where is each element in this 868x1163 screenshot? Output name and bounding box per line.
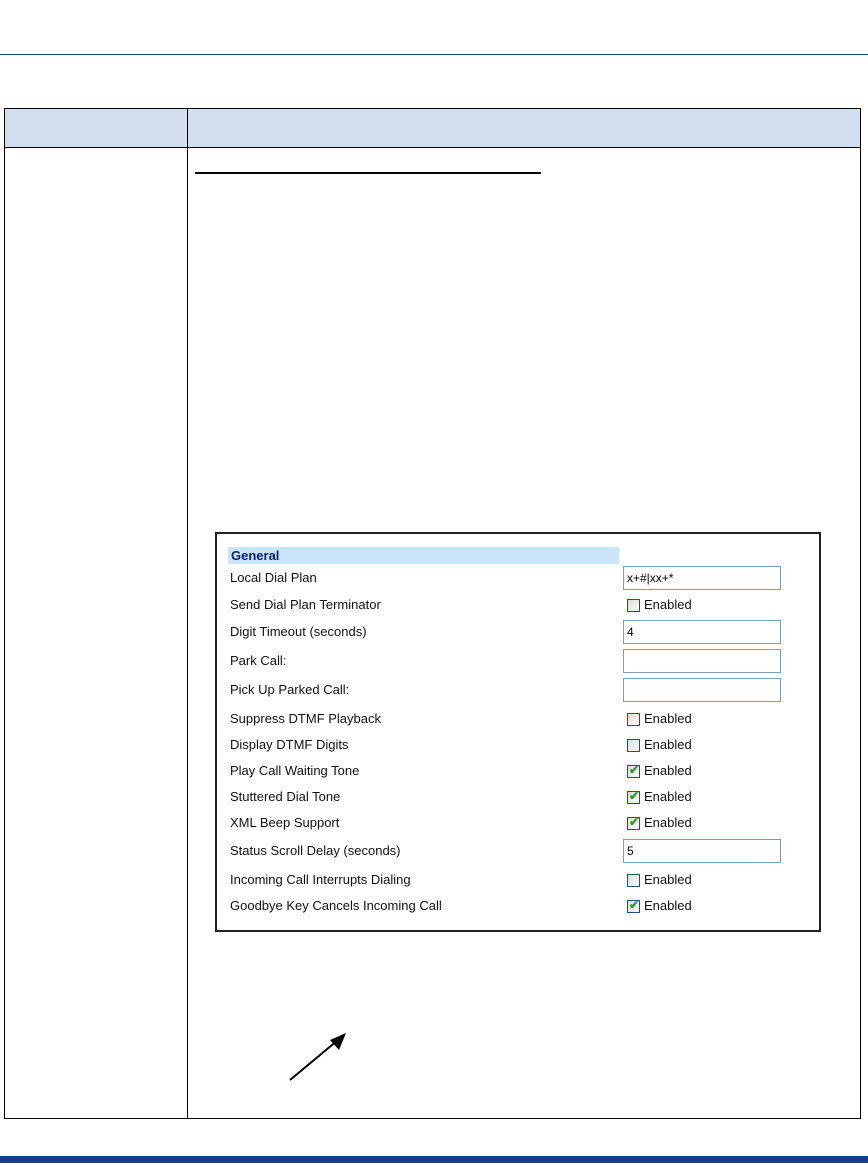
checkbox-label: Enabled <box>644 711 692 726</box>
setting-text-input[interactable] <box>623 839 781 863</box>
page-header-rule <box>0 54 868 55</box>
setting-label: Incoming Call Interrupts Dialing <box>230 872 411 887</box>
setting-row <box>217 733 819 757</box>
checkbox-label: Enabled <box>644 789 692 804</box>
enabled-checkbox[interactable] <box>627 897 640 913</box>
enabled-checkbox[interactable] <box>627 788 640 804</box>
setting-label: Pick Up Parked Call: <box>230 682 350 697</box>
enabled-checkbox[interactable] <box>627 713 640 726</box>
annotation-arrow-icon <box>280 1020 360 1090</box>
checkmark-icon: ✔ <box>629 897 640 912</box>
checkbox-label: Enabled <box>644 872 692 887</box>
enabled-checkbox[interactable] <box>627 762 640 778</box>
heading-underline <box>195 172 541 174</box>
setting-row <box>217 707 819 731</box>
setting-row <box>217 649 819 673</box>
setting-row <box>217 593 819 617</box>
setting-enabled-toggle[interactable] <box>627 763 692 779</box>
setting-row <box>217 894 819 918</box>
checkbox-label: Enabled <box>644 763 692 778</box>
checkbox-label: Enabled <box>644 815 692 830</box>
page-footer-bar <box>0 1156 868 1163</box>
setting-label: XML Beep Support <box>230 815 340 830</box>
setting-enabled-toggle[interactable] <box>627 711 692 727</box>
checkbox-label: Enabled <box>644 737 692 752</box>
column-divider <box>187 109 188 1118</box>
setting-text-input[interactable] <box>623 649 781 673</box>
setting-label: Local Dial Plan <box>230 570 317 585</box>
setting-row <box>217 678 819 702</box>
setting-label: Display DTMF Digits <box>230 737 349 752</box>
checkmark-icon: ✔ <box>629 762 640 777</box>
enabled-checkbox[interactable] <box>627 814 640 830</box>
setting-enabled-toggle[interactable] <box>627 597 692 613</box>
setting-row <box>217 566 819 590</box>
setting-enabled-toggle[interactable] <box>627 737 692 753</box>
setting-enabled-toggle[interactable] <box>627 789 692 805</box>
setting-label: Status Scroll Delay (seconds) <box>230 843 401 858</box>
setting-label: Suppress DTMF Playback <box>230 711 381 726</box>
setting-enabled-toggle[interactable] <box>627 898 692 914</box>
setting-row <box>217 868 819 892</box>
enabled-checkbox[interactable] <box>627 739 640 752</box>
setting-label: Goodbye Key Cancels Incoming Call <box>230 898 442 913</box>
section-heading-general: General <box>228 547 619 564</box>
enabled-checkbox[interactable] <box>627 599 640 612</box>
setting-text-input[interactable] <box>623 620 781 644</box>
setting-label: Send Dial Plan Terminator <box>230 597 381 612</box>
checkmark-icon: ✔ <box>629 788 640 803</box>
setting-row <box>217 839 819 863</box>
setting-row <box>217 620 819 644</box>
setting-enabled-toggle[interactable] <box>627 815 692 831</box>
table-header-row <box>5 109 860 148</box>
setting-enabled-toggle[interactable] <box>627 872 692 888</box>
setting-text-input[interactable] <box>623 678 781 702</box>
enabled-checkbox[interactable] <box>627 874 640 887</box>
setting-label: Stuttered Dial Tone <box>230 789 341 804</box>
checkbox-label: Enabled <box>644 597 692 612</box>
setting-row <box>217 785 819 809</box>
setting-text-input[interactable] <box>623 566 781 590</box>
setting-row <box>217 759 819 783</box>
setting-label: Digit Timeout (seconds) <box>230 624 367 639</box>
checkmark-icon: ✔ <box>629 814 640 829</box>
general-settings-panel <box>215 532 821 932</box>
checkbox-label: Enabled <box>644 898 692 913</box>
setting-row <box>217 811 819 835</box>
setting-label: Park Call: <box>230 653 287 668</box>
setting-label: Play Call Waiting Tone <box>230 763 360 778</box>
